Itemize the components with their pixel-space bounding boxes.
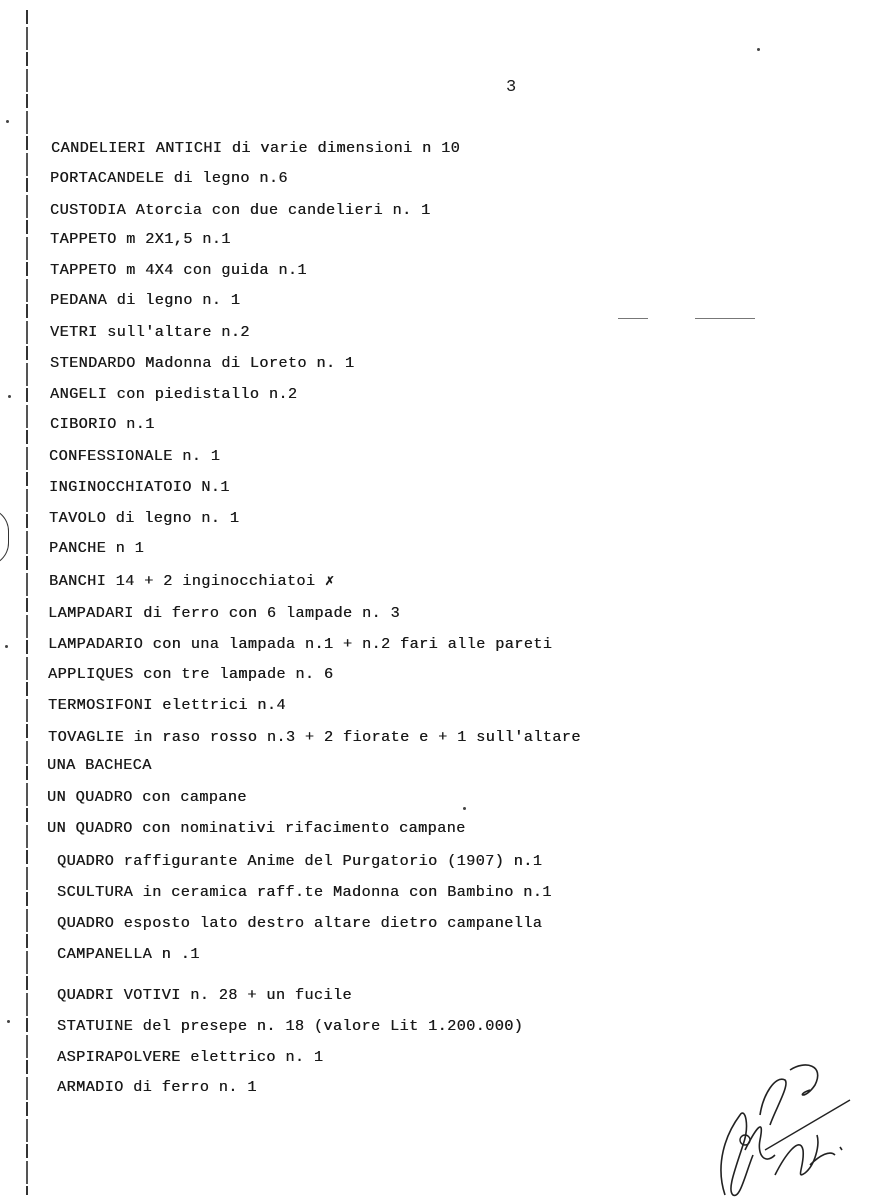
page-number: 3 <box>506 78 517 97</box>
inventory-item: ASPIRAPOLVERE elettrico n. 1 <box>57 1048 324 1066</box>
inventory-item: CONFESSIONALE n. 1 <box>49 447 221 465</box>
inventory-item: QUADRO raffigurante Anime del Purgatorio (1907) n.1 <box>57 852 543 870</box>
inventory-item: BANCHI 14 + 2 inginocchiatoi ✗ <box>49 572 335 590</box>
inventory-item: TAPPETO m 2X1,5 n.1 <box>50 230 231 248</box>
handwritten-signature <box>705 1055 855 1200</box>
inventory-item: UN QUADRO con nominativi rifacimento campane <box>47 819 466 837</box>
inventory-item: VETRI sull'altare n.2 <box>50 323 250 341</box>
inventory-item: QUADRO esposto lato destro altare dietro campanella <box>57 914 543 932</box>
inventory-item: APPLIQUES con tre lampade n. 6 <box>48 665 334 683</box>
inventory-item: STATUINE del presepe n. 18 (valore Lit 1.200.000) <box>57 1017 524 1035</box>
inventory-item: ARMADIO di ferro n. 1 <box>57 1078 257 1096</box>
inventory-item: TERMOSIFONI elettrici n.4 <box>48 696 286 714</box>
inventory-item: PORTACANDELE di legno n.6 <box>50 169 288 187</box>
inventory-item: LAMPADARI di ferro con 6 lampade n. 3 <box>48 604 401 622</box>
inventory-item: QUADRI VOTIVI n. 28 + un fucile <box>57 986 352 1004</box>
scan-mark <box>695 318 755 319</box>
scan-speck <box>8 395 11 398</box>
inventory-item: TAPPETO m 4X4 con guida n.1 <box>50 261 307 279</box>
inventory-item: UN QUADRO con campane <box>47 788 247 806</box>
inventory-item: CANDELIERI ANTICHI di varie dimensioni n 10 <box>51 139 461 157</box>
inventory-item: ANGELI con piedistallo n.2 <box>50 385 298 403</box>
inventory-item: LAMPADARIO con una lampada n.1 + n.2 fari alle pareti <box>48 635 553 653</box>
inventory-item: INGINOCCHIATOIO N.1 <box>49 478 230 496</box>
inventory-item: TOVAGLIE in raso rosso n.3 + 2 fiorate e + 1 sull'altare <box>48 728 581 746</box>
inventory-item: PANCHE n 1 <box>49 539 145 557</box>
inventory-item: UNA BACHECA <box>47 756 152 774</box>
scan-speck <box>463 807 466 810</box>
inventory-item: STENDARDO Madonna di Loreto n. 1 <box>50 354 355 372</box>
margin-bracket <box>0 508 9 566</box>
inventory-item: CUSTODIA Atorcia con due candelieri n. 1 <box>50 201 431 219</box>
inventory-item: SCULTURA in ceramica raff.te Madonna con Bambino n.1 <box>57 883 552 901</box>
inventory-item: CAMPANELLA n .1 <box>57 945 200 963</box>
scan-speck <box>757 48 760 51</box>
scan-mark <box>618 318 648 319</box>
scan-speck <box>5 645 8 648</box>
left-margin-line <box>26 10 28 1195</box>
inventory-item: CIBORIO n.1 <box>50 415 155 433</box>
inventory-item: TAVOLO di legno n. 1 <box>49 509 240 527</box>
inventory-item: PEDANA di legno n. 1 <box>50 291 241 309</box>
scan-speck <box>6 120 9 123</box>
scan-speck <box>7 1020 10 1023</box>
